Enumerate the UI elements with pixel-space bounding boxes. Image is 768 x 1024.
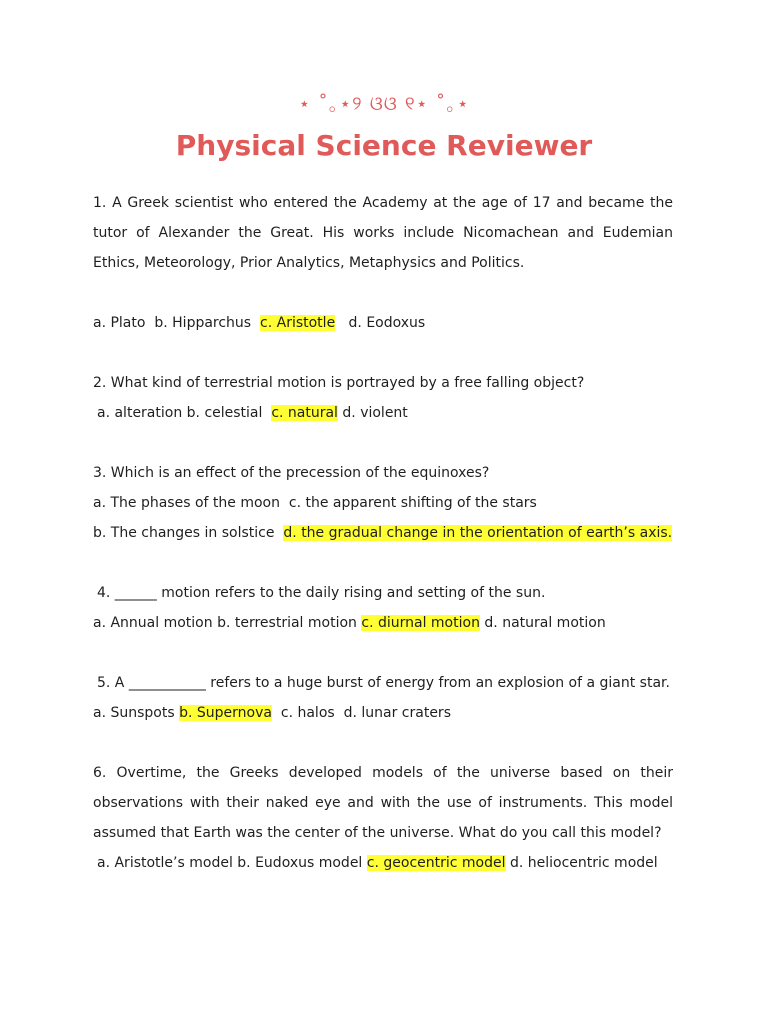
- question-5-text: 5. A ___________ refers to a huge burst of energy from an explosion of a giant star.: [97, 675, 670, 691]
- choice-a: a. The phases of the moon: [93, 495, 280, 511]
- question-3-text: 3. Which is an effect of the precession of the equinoxes?: [93, 465, 490, 481]
- question-1-text: 1. A Greek scientist who entered the Academy at the age of 17 and became the tutor of Alexander the Great. His works include Nicomachean and Eudemian Ethics, Meteorology, Prior Analytics, Metaphysics and Politics.: [93, 195, 673, 271]
- choice-d: d. heliocentric model: [509, 855, 658, 871]
- choice-b: b. Hipparchus: [154, 315, 252, 331]
- header-decoration: ⋆ ˚｡⋆୨ ଓଓ ୧⋆ ˚｡⋆: [298, 93, 470, 115]
- choice-c-answer: c. natural: [271, 405, 338, 421]
- question-5-choices: [93, 698, 673, 728]
- choice-a: a. Plato: [93, 315, 146, 331]
- choice-b: b. Eudoxus model: [237, 855, 363, 871]
- choice-c-answer: c. geocentric model: [366, 855, 506, 871]
- choice-b: b. terrestrial motion: [217, 615, 357, 631]
- question-2-choices: [93, 398, 673, 428]
- question-4-choices: [93, 608, 673, 638]
- choice-d: d. violent: [342, 405, 408, 421]
- choice-d: d. lunar craters: [343, 705, 451, 721]
- question-3-choices-line-1: [93, 488, 673, 518]
- question-1-choices: [93, 308, 673, 338]
- choice-b: b. celestial: [186, 405, 263, 421]
- choice-b-answer: b. Supernova: [179, 705, 272, 721]
- choice-d: d. Eodoxus: [348, 315, 426, 331]
- choice-c: c. halos: [280, 705, 335, 721]
- question-6-choices: [93, 848, 673, 878]
- choice-d: d. natural motion: [484, 615, 606, 631]
- choice-a: a. alteration: [97, 405, 183, 421]
- choice-c-answer: c. diurnal motion: [361, 615, 480, 631]
- question-6-text: 6. Overtime, the Greeks developed models of the universe based on their observations with their naked eye and with the use of instruments. This model assumed that Earth was the center of the universe. What do you call this model?: [93, 765, 673, 841]
- question-4-text: 4. ______ motion refers to the daily rising and setting of the sun.: [97, 585, 546, 601]
- question-list: [93, 188, 673, 878]
- choice-a: a. Annual motion: [93, 615, 213, 631]
- choice-b: b. The changes in solstice: [93, 525, 275, 541]
- choice-a: a. Sunspots: [93, 705, 175, 721]
- question-2-text: 2. What kind of terrestrial motion is portrayed by a free falling object?: [93, 375, 585, 391]
- choice-c: c. the apparent shifting of the stars: [288, 495, 537, 511]
- choice-d-answer: d. the gradual change in the orientation of earth’s axis.: [283, 525, 673, 541]
- choice-c-answer: c. Aristotle: [260, 315, 336, 331]
- page-title: Physical Science Reviewer: [175, 129, 593, 162]
- question-3-choices-line-2: [93, 518, 673, 548]
- choice-a: a. Aristotle’s model: [97, 855, 233, 871]
